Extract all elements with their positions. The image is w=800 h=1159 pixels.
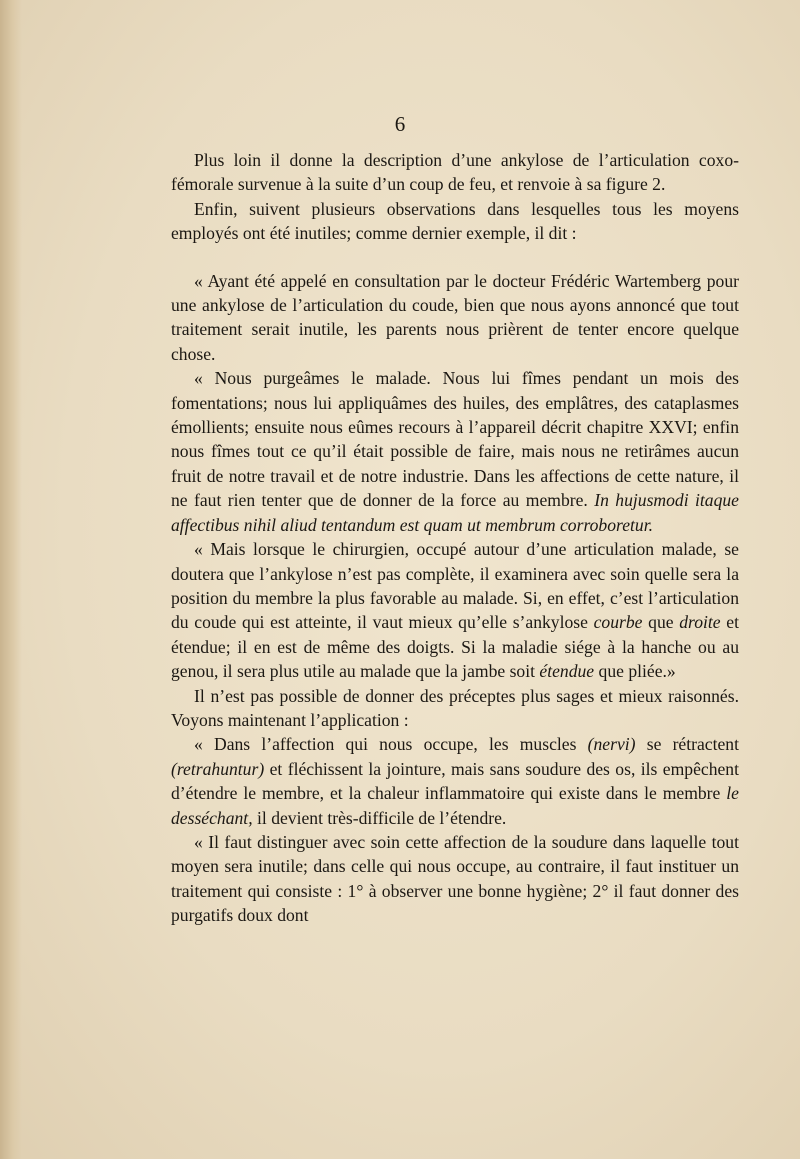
page-number: 6 bbox=[394, 112, 406, 136]
binding-shadow bbox=[0, 0, 22, 1159]
paragraph-7-italic-1: (nervi) bbox=[587, 734, 636, 755]
paragraph-5 bbox=[171, 537, 739, 683]
paragraph-7-italic-3: le desséchant, bbox=[171, 783, 739, 828]
paragraph-6: Il n’est pas possible de donner des préceptes plus sages et mieux raisonnés. Voyons maintenant l’application : bbox=[171, 685, 739, 730]
paragraph-4-text: « Nous purgeâmes le malade. Nous lui fîmes pendant un mois des fomentations; nous lui appliquâmes des huiles, des emplâtres, des cataplasmes émollients; ensuite nous eûmes recours à l’appareil décrit chapitre XXVI; enfin nous fîmes tout ce qu’il était possible de faire, mais nous ne retirâmes aucun fruit de notre travail et de notre industrie. Dans les affections de cette nature, il ne faut rien tenter que de donner de la force au membre. bbox=[171, 368, 739, 511]
paragraph-1: Plus loin il donne la description d’une ankylose de l’articulation coxo-fémorale survenue à la suite d’un coup de feu, et renvoie à sa figure 2. bbox=[171, 150, 739, 195]
paragraph-3: « Ayant été appelé en consultation par le docteur Frédéric Wartemberg pour une ankylose de l’articulation du coude, bien que nous ayons annoncé que tout traitement serait inutile, les parents nous prièrent de tenter encore quelque chose. bbox=[171, 270, 739, 364]
paragraph-5-text-1: « Mais lorsque le chirurgien, occupé autour d’une articulation malade, se doutera que l’ankylose n’est pas complète, il examinera avec soin quelle sera la position du membre la plus favorable au malade. Si, en effet, c’est l’articulation du coude qui est atteinte, il vaut mieux qu’elle s’ankylose bbox=[171, 539, 739, 633]
paragraph-7-italic-2: (retrahuntur) bbox=[171, 758, 265, 779]
paragraph-5-text-4: que pliée.» bbox=[598, 661, 676, 682]
paragraph-8: « Il faut distinguer avec soin cette affection de la soudure dans laquelle tout moyen sera inutile; dans celle qui nous occupe, au contraire, il faut instituer un traitement qui consiste : 1° à observer une bonne hygiène; 2° il faut donner des purgatifs doux dont bbox=[171, 831, 739, 926]
paragraph-7-text-2: se rétractent bbox=[646, 734, 739, 755]
latin-quote: In hujusmodi itaque affectibus nihil aliud tentandum est quam ut membrum corroboretur. bbox=[171, 490, 739, 535]
paragraph-5-italic-2: droite bbox=[679, 612, 721, 633]
page-text bbox=[171, 148, 739, 928]
paragraph-7-text-3: et fléchissent la jointure, mais sans soudure des os, ils empêchent d’étendre le membre, et la chaleur inflammatoire qui existe dans le membre bbox=[171, 758, 739, 804]
paragraph-7-text-4: il devient très-difficile de l’étendre. bbox=[257, 807, 507, 828]
paragraph-5-italic-3: étendue bbox=[539, 661, 595, 682]
paragraph-5-italic-1: courbe bbox=[593, 612, 643, 633]
paragraph-5-text-3: et étendue; il en est de même des doigts. Si la maladie siége à la hanche ou au genou, il sera plus utile au malade que la jambe soit bbox=[171, 612, 739, 682]
paragraph-7 bbox=[171, 732, 739, 830]
paragraph-7-text-1: « Dans l’affection qui nous occupe, les muscles bbox=[194, 734, 577, 755]
paragraph-2: Enfin, suivent plusieurs observations dans lesquelles tous les moyens employés ont été inutiles; comme dernier exemple, il dit : bbox=[171, 198, 739, 244]
paragraph-5-text-2: que bbox=[648, 612, 674, 633]
paragraph-4 bbox=[171, 366, 739, 537]
